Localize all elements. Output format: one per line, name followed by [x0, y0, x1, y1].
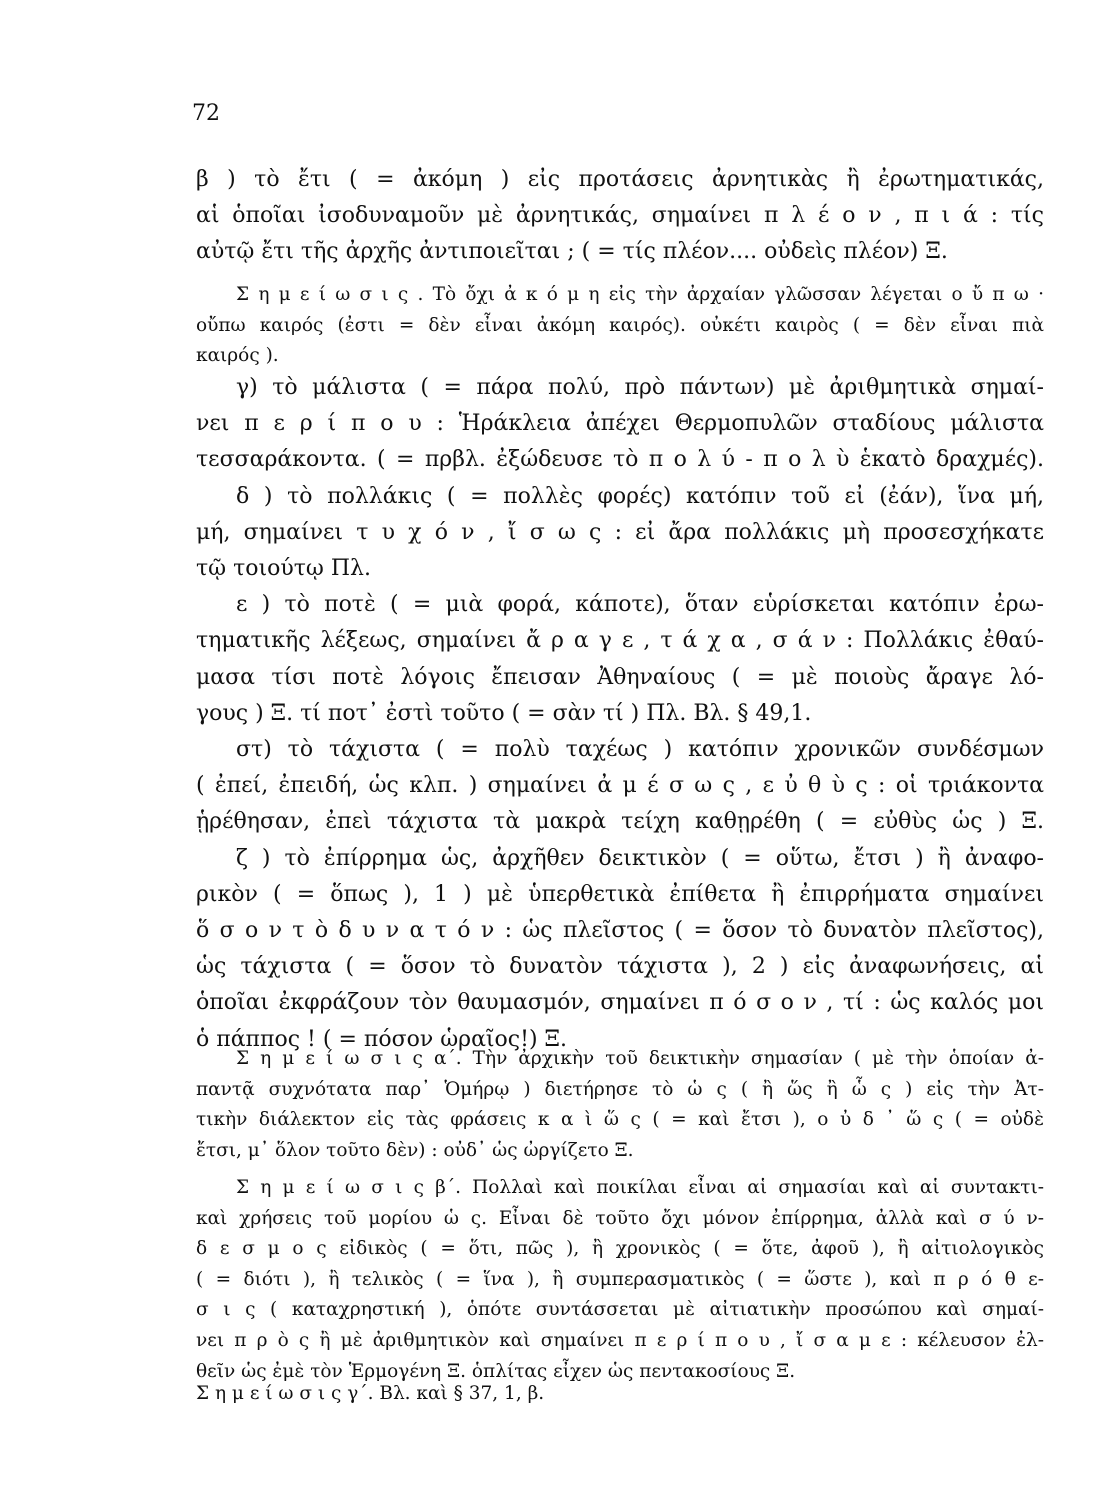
text-line: αἱ ὁποῖαι ἰσοδυναμοῦν μὲ ἀρνητικάς, σημαίνει π λ έ ο ν , π ι ά : τίς — [196, 203, 1044, 229]
text-line: δ ) τὸ πολλάκις ( = πολλὲς φορές) κατόπιν τοῦ εἰ (ἐάν), ἵνα μή, — [236, 483, 1044, 509]
text-line: αὐτῷ ἔτι τῆς ἀρχῆς ἀντιποιεῖται ; ( = τίς πλέον.... οὐδεὶς πλέον) Ξ. — [196, 239, 948, 265]
text-line: ( ἐπεί, ἐπειδή, ὡς κλπ. ) σημαίνει ἀ μ έ σ ω ς , ε ὐ θ ὺ ς : οἱ τριάκοντα — [196, 773, 1044, 799]
paragraph-main — [196, 370, 1044, 1058]
note-line: Σ η μ ε ί ω σ ι ς α΄. Τὴν ἀρχικὴν τοῦ δεικτικὴν σημασίαν ( μὲ τὴν ὁποίαν ἀ- — [236, 1048, 1044, 1069]
note-line: οὔπω καιρός (ἐστι = δὲν εἶναι ἀκόμη καιρός). οὐκέτι καιρὸς ( = δὲν εἶναι πιὰ — [196, 314, 1044, 336]
text-line: ᾑρέθησαν, ἐπεὶ τάχιστα τὰ μακρὰ τείχη καθῃρέθη ( = εὐθὺς ὡς ) Ξ. — [196, 809, 1044, 835]
note-line: δ ε σ μ ο ς εἰδικὸς ( = ὅτι, πῶς ), ἢ χρονικὸς ( = ὅτε, ἀφοῦ ), ἢ αἰτιολογικὸς — [196, 1238, 1044, 1260]
text-line: μασα τίσι ποτὲ λόγοις ἔπεισαν Ἀθηναίους ( = μὲ ποιοὺς ἄραγε λό- — [196, 664, 1044, 690]
note-line: καιρός ). — [196, 345, 279, 367]
text-line: τηματικῆς λέξεως, σημαίνει ἄ ρ α γ ε , τ ά χ α , σ ά ν : Πολλάκις ἐθαύ- — [196, 628, 1044, 654]
text-line: στ) τὸ τάχιστα ( = πολὺ ταχέως ) κατόπιν χρονικῶν συνδέσμων — [236, 737, 1044, 763]
text-line: ὡς τάχιστα ( = ὅσον τὸ δυνατὸν τάχιστα ), 2 ) εἰς ἀναφωνήσεις, αἱ — [196, 954, 1044, 980]
note-line: Σ η μ ε ί ω σ ι ς β΄. Πολλαὶ καὶ ποικίλαι εἶναι αἱ σημασίαι καὶ αἱ συντακτι- — [236, 1177, 1044, 1198]
note-line: ( = διότι ), ἢ τελικὸς ( = ἵνα ), ἢ συμπερασματικὸς ( = ὥστε ), καὶ π ρ ό θ ε- — [196, 1268, 1044, 1290]
note-line: παντᾷ συχνότατα παρ᾽ Ὁμήρῳ ) διετήρησε τὸ ὡ ς ( ἢ ὥς ἢ ὧ ς ) εἰς τὴν Ἀτ- — [196, 1078, 1044, 1100]
text-line: ὅ σ ο ν τ ὸ δ υ ν α τ ό ν : ὡς πλεῖστος ( = ὅσον τὸ δυνατὸν πλεῖστος), — [196, 918, 1044, 944]
note-line: θεῖν ὡς ἐμὲ τὸν Ἑρμογένη Ξ. ὁπλίτας εἶχεν ὡς πεντακοσίους Ξ. — [196, 1360, 796, 1382]
text-line: ὁ πάππος ! ( = πόσον ὡραῖος!) Ξ. — [196, 1026, 568, 1052]
text-line: ε ) τὸ ποτὲ ( = μιὰ φορά, κάποτε), ὅταν εὑρίσκεται κατόπιν ἐρω- — [236, 592, 1044, 618]
paragraph-beta — [196, 162, 1044, 271]
text-line: ζ ) τὸ ἐπίρρημα ὡς, ἀρχῆθεν δεικτικὸν ( = οὕτω, ἔτσι ) ἢ ἀναφο- — [236, 845, 1044, 871]
note-gamma — [196, 1379, 1044, 1410]
text-line: γους ) Ξ. τί ποτ᾽ ἐστὶ τοῦτο ( = σὰν τί ) Πλ. Βλ. § 49,1. — [196, 700, 812, 726]
note-line: Σ η μ ε ί ω σ ι ς γ΄. Βλ. καὶ § 37, 1, β. — [196, 1383, 545, 1404]
text-line: τῷ τοιούτῳ Πλ. — [196, 556, 371, 582]
text-line: ὁποῖαι ἐκφράζουν τὸν θαυμασμόν, σημαίνει π ό σ ο ν , τί : ὡς καλός μοι — [196, 990, 1044, 1016]
text-line: τεσσαράκοντα. ( = πρβλ. ἐξώδευσε τὸ π ο λ ύ - π ο λ ὺ ἑκατὸ δραχμές). — [196, 447, 1044, 473]
note-line: ἔτσι, μ᾽ ὅλον τοῦτο δὲν) : οὐδ᾽ ὡς ὠργίζετο Ξ. — [196, 1139, 634, 1161]
text-line: μή, σημαίνει τ υ χ ό ν , ἴ σ ω ς : εἰ ἄρα πολλάκις μὴ προσεσχήκατε — [196, 519, 1044, 545]
note-line: σ ι ς ( καταχρηστική ), ὁπότε συντάσσεται μὲ αἰτιατικὴν προσώπου καὶ σημαί- — [196, 1299, 1044, 1321]
note-line: Σ η μ ε ί ω σ ι ς . Τὸ ὄχι ἀ κ ό μ η εἰς τὴν ἀρχαίαν γλῶσσαν λέγεται ο ὔ π ω · — [236, 284, 1044, 305]
text-line: νει π ε ρ ί π ο υ : Ἡράκλεια ἀπέχει Θερμοπυλῶν σταδίους μάλιστα — [196, 411, 1044, 437]
note-alpha — [196, 1044, 1044, 1166]
note-line: νει π ρ ὸ ς ἢ μὲ ἀριθμητικὸν καὶ σημαίνει π ε ρ ί π ο υ , ἴ σ α μ ε : κέλευσον ἐλ- — [196, 1329, 1044, 1351]
note-line: καὶ χρήσεις τοῦ μορίου ὡ ς. Εἶναι δὲ τοῦτο ὄχι μόνον ἐπίρρημα, ἀλλὰ καὶ σ ύ ν- — [196, 1207, 1044, 1229]
text-line: β ) τὸ ἔτι ( = ἀκόμη ) εἰς προτάσεις ἀρνητικὰς ἢ ἐρωτηματικάς, — [196, 167, 1044, 192]
page-number: 72 — [192, 101, 220, 126]
note-beta-second — [196, 1173, 1044, 1387]
note-line: τικὴν διάλεκτον εἰς τὰς φράσεις κ α ὶ ὥ ς ( = καὶ ἔτσι ), ο ὐ δ ᾽ ὥ ς ( = οὐδὲ — [196, 1109, 1044, 1131]
note-beta — [196, 280, 1044, 372]
text-line: ρικὸν ( = ὅπως ), 1 ) μὲ ὑπερθετικὰ ἐπίθετα ἢ ἐπιρρήματα σημαίνει — [196, 881, 1044, 907]
text-line: γ) τὸ μάλιστα ( = πάρα πολύ, πρὸ πάντων) μὲ ἀριθμητικὰ σημαί- — [236, 375, 1044, 400]
